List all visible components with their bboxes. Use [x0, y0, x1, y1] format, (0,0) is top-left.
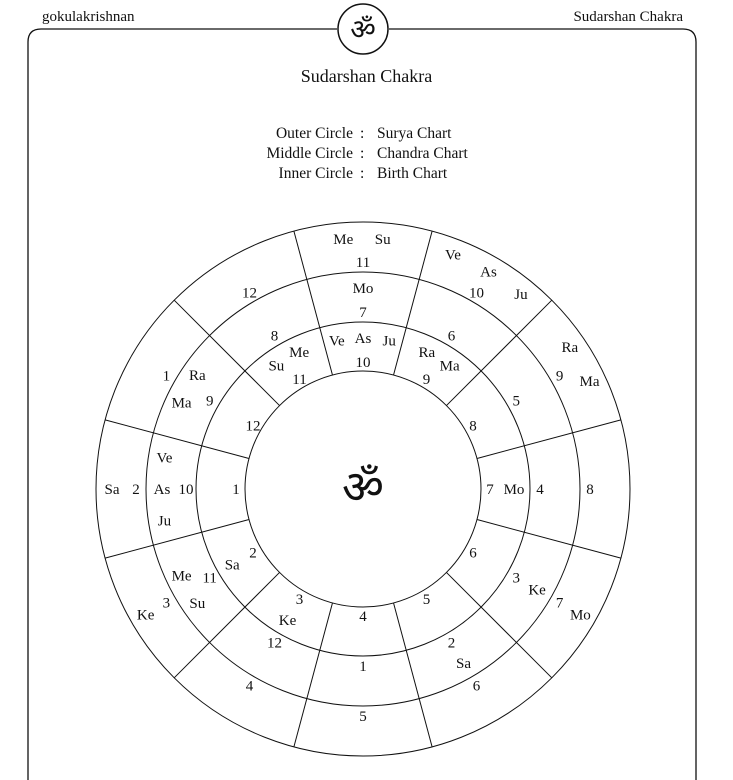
middle-planet-label: Mo [352, 281, 374, 297]
author-name: gokulakrishnan [42, 9, 135, 25]
inner-house-number: 2 [249, 545, 257, 562]
legend-separator: : [360, 145, 365, 162]
legend-value: Birth Chart [377, 165, 448, 182]
svg-text:ॐ: ॐ [350, 15, 376, 46]
outer-house-number: 6 [472, 678, 481, 695]
middle-house-number: 7 [359, 305, 367, 321]
house-divider [477, 520, 621, 559]
inner-planet-label: Sa [224, 557, 240, 574]
middle-planet-label: Sa [456, 656, 471, 673]
middle-planet-label: Ke [528, 582, 546, 599]
middle-house-number: 4 [536, 482, 544, 498]
inner-planet-label: Me [289, 345, 310, 362]
inner-house-number: 1 [232, 482, 240, 498]
middle-house-number: 2 [447, 635, 456, 652]
outer-house-number: 12 [242, 285, 257, 302]
outer-house-number: 1 [162, 368, 171, 385]
middle-house-number: 9 [205, 393, 214, 410]
middle-planet-label: Me [171, 568, 192, 585]
legend-separator: : [360, 165, 365, 182]
outer-planet-label: As [480, 264, 497, 281]
inner-house-number: 12 [245, 418, 261, 435]
outer-house-number: 4 [245, 678, 254, 695]
outer-house-number: 11 [355, 255, 371, 271]
inner-planet-label: Ke [278, 612, 297, 629]
house-divider [174, 572, 279, 677]
inner-planet-label: Ma [439, 358, 460, 375]
inner-house-number: 10 [355, 355, 371, 371]
outer-planet-label: Ve [445, 247, 461, 264]
middle-planet-label: Ve [156, 450, 173, 467]
header-document-title: Sudarshan Chakra [573, 9, 683, 25]
inner-house-number: 4 [359, 609, 367, 625]
outer-planet-label: Mo [569, 607, 591, 624]
inner-house-number: 8 [469, 418, 477, 435]
house-divider [174, 300, 279, 405]
middle-planet-label: As [153, 482, 171, 498]
outer-house-number: 7 [555, 595, 564, 612]
inner-planet-label: Ra [418, 345, 436, 362]
page-title: Sudarshan Chakra [300, 66, 433, 86]
outer-planet-label: Me [333, 231, 354, 248]
legend-key: Inner Circle [278, 165, 353, 182]
legend-separator: : [360, 125, 365, 142]
outer-planet-label: Ke [136, 607, 155, 624]
middle-planet-label: Ma [171, 395, 192, 412]
inner-planet-label: Su [268, 358, 285, 375]
inner-planet-label: As [354, 331, 372, 347]
inner-house-number: 11 [292, 372, 307, 389]
legend-key: Outer Circle [275, 125, 353, 142]
inner-house-number: 6 [469, 545, 477, 562]
inner-house-number: 5 [422, 591, 431, 608]
outer-planet-label: Ju [514, 286, 528, 303]
house-divider [105, 520, 249, 559]
inner-house-number: 3 [295, 591, 304, 608]
middle-planet-label: Su [189, 595, 206, 612]
house-divider [477, 420, 621, 459]
center-om-icon: ॐ [342, 462, 384, 513]
house-divider [394, 603, 433, 747]
middle-house-number: 11 [202, 570, 217, 587]
outer-house-number: 2 [132, 482, 140, 498]
middle-house-number: 8 [270, 328, 279, 345]
house-divider [446, 300, 551, 405]
outer-house-number: 9 [555, 368, 564, 385]
inner-planet-label: Mo [503, 482, 525, 498]
outer-planet-label: Ma [579, 373, 600, 390]
house-divider [294, 603, 333, 747]
legend-value: Surya Chart [377, 125, 452, 142]
middle-planet-label: Ra [189, 368, 206, 385]
outer-house-number: 5 [359, 709, 367, 725]
middle-house-number: 6 [447, 328, 456, 345]
middle-house-number: 5 [512, 393, 521, 410]
legend-value: Chandra Chart [377, 145, 468, 162]
outer-house-number: 10 [469, 285, 484, 302]
outer-planet-label: Su [374, 231, 391, 248]
middle-house-number: 12 [267, 635, 282, 652]
inner-planet-label: Ju [382, 333, 396, 350]
house-divider [105, 420, 249, 459]
inner-house-number: 7 [486, 482, 494, 498]
middle-house-number: 3 [512, 570, 521, 587]
outer-planet-label: Sa [104, 482, 120, 498]
legend-key: Middle Circle [266, 145, 353, 162]
outer-planet-label: Ra [561, 339, 579, 356]
middle-house-number: 1 [359, 659, 367, 675]
outer-house-number: 3 [162, 595, 171, 612]
inner-house-number: 9 [422, 372, 431, 389]
inner-planet-label: Ve [328, 333, 345, 350]
outer-house-number: 8 [586, 482, 594, 498]
middle-house-number: 10 [178, 482, 194, 498]
middle-planet-label: Ju [157, 513, 172, 530]
